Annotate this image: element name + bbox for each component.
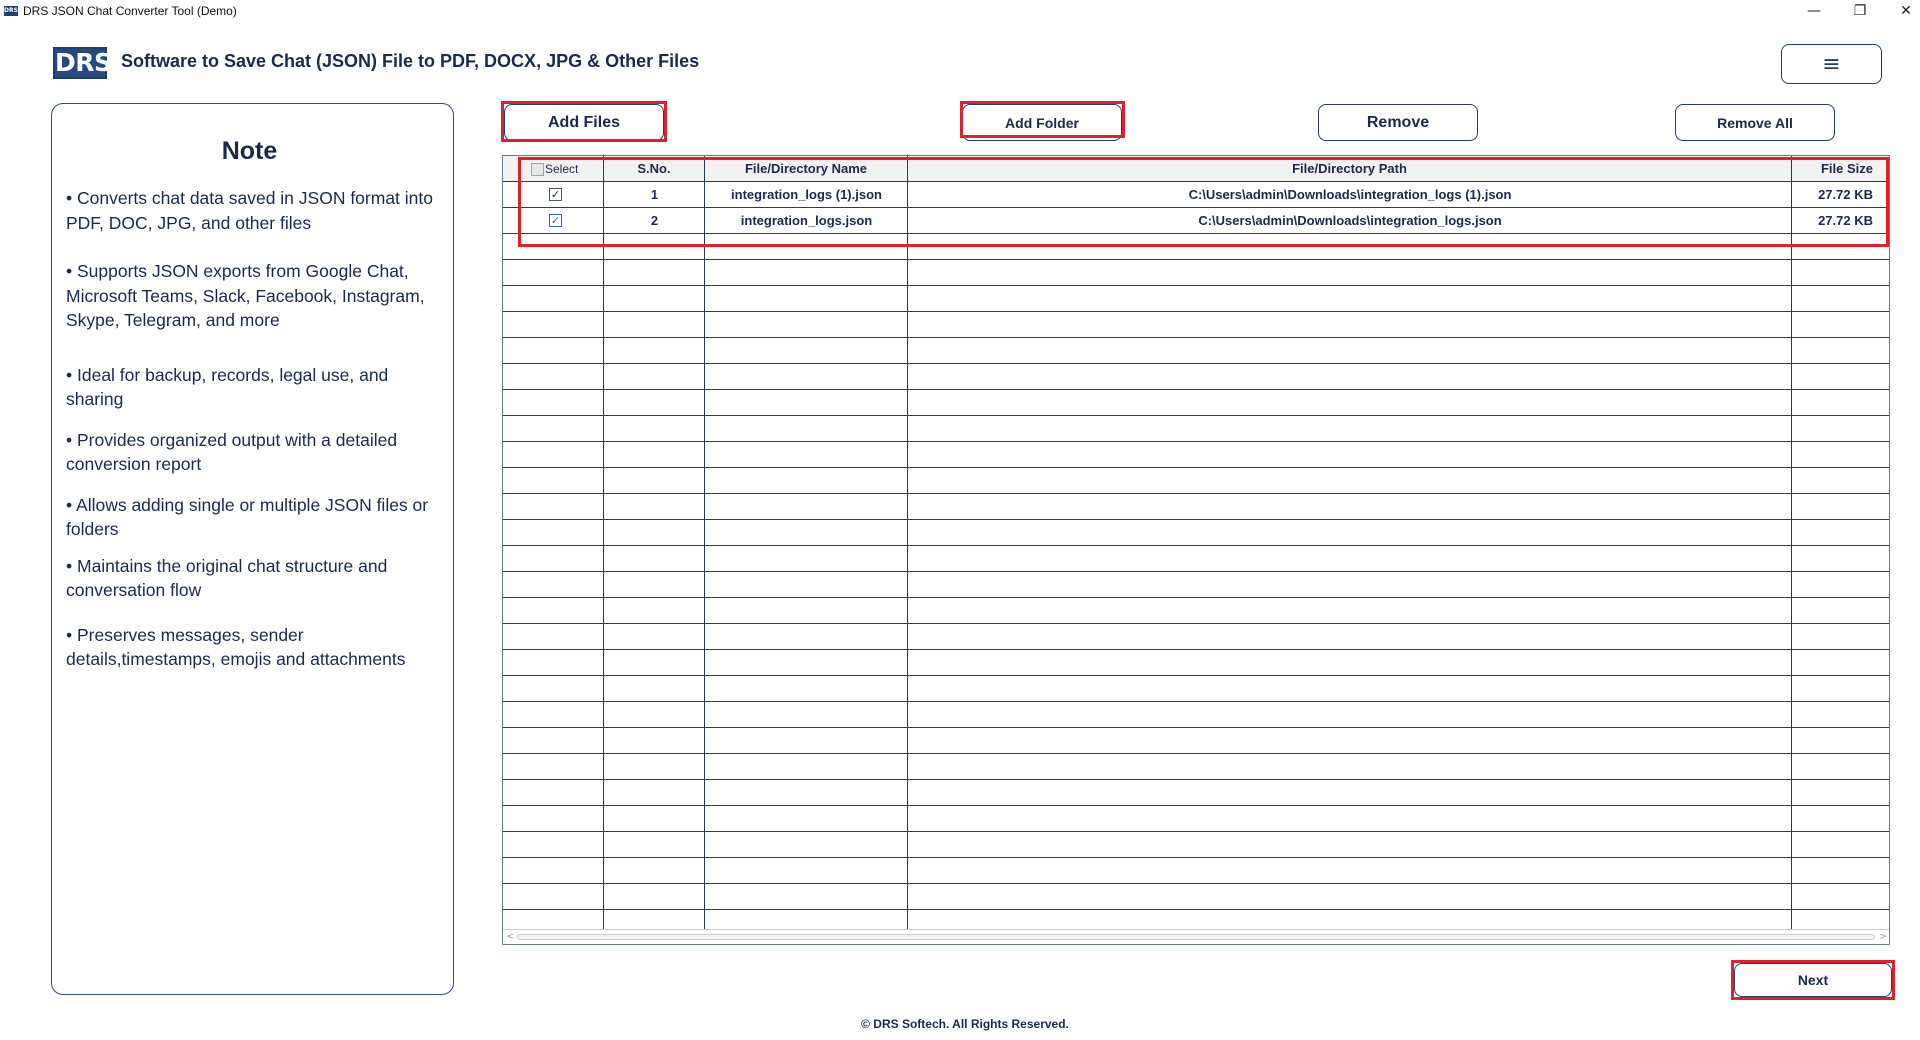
empty-row: [503, 416, 1890, 442]
note-item: • Maintains the original chat structure and conversation flow: [66, 555, 388, 600]
table-row[interactable]: [503, 182, 1890, 208]
title-bar: [0, 0, 1920, 22]
page-title: Software to Save Chat (JSON) File to PDF, DOCX, JPG & Other Files: [121, 51, 700, 71]
header-name: File/Directory Name: [705, 156, 908, 182]
empty-row: [503, 598, 1890, 624]
empty-row: [503, 338, 1890, 364]
column-divider: [907, 156, 908, 929]
row-name: integration_logs (1).json: [731, 187, 882, 202]
empty-row: [503, 650, 1890, 676]
row-checkbox[interactable]: ✓: [550, 214, 561, 227]
menu-button[interactable]: [1781, 44, 1882, 84]
empty-row: [503, 572, 1890, 598]
close-icon[interactable]: ✕: [1900, 3, 1912, 19]
empty-row: [503, 546, 1890, 572]
horizontal-scrollbar[interactable]: [503, 929, 1890, 944]
hamburger-menu-icon: ≡: [1822, 51, 1841, 77]
scroll-left-icon[interactable]: <: [506, 932, 514, 942]
empty-row: [503, 884, 1890, 910]
app-icon: DRS: [4, 7, 18, 14]
note-item: • Preserves messages, sender details,timestamps, emojis and attachments: [66, 624, 406, 669]
row-path: C:\Users\admin\Downloads\integration_logs.json: [1198, 213, 1502, 228]
empty-row: [503, 520, 1890, 546]
empty-row: [503, 260, 1890, 286]
footer-copyright: © DRS Softech. All Rights Reserved.: [861, 1017, 1069, 1031]
row-path: C:\Users\admin\Downloads\integration_logs (1).json: [1188, 187, 1512, 202]
note-item: • Converts chat data saved in JSON format into PDF, DOC, JPG, and other files: [66, 188, 433, 233]
empty-row: [503, 832, 1890, 858]
add-folder-button[interactable]: Add Folder: [962, 104, 1122, 141]
window-title: DRS JSON Chat Converter Tool (Demo): [23, 4, 237, 18]
select-all-checkbox[interactable]: [531, 163, 544, 176]
drs-logo: DRS: [55, 48, 112, 77]
column-divider: [603, 156, 604, 929]
column-divider: [704, 156, 705, 929]
table-row[interactable]: [503, 208, 1890, 234]
note-title: Note: [221, 137, 278, 165]
empty-row: [503, 624, 1890, 650]
table-header: [503, 156, 1890, 182]
row-size: 27.72 KB: [1818, 213, 1873, 228]
empty-row: [503, 286, 1890, 312]
row-sno: 2: [650, 213, 659, 228]
empty-row: [503, 234, 1890, 260]
next-button[interactable]: Next: [1734, 963, 1892, 997]
file-table: [502, 155, 1890, 945]
maximize-icon[interactable]: ❐: [1853, 3, 1867, 19]
empty-row: [503, 312, 1890, 338]
empty-row: [503, 494, 1890, 520]
header-sno: S.No.: [604, 156, 705, 182]
header-select-label: Select: [545, 162, 579, 176]
empty-row: [503, 806, 1890, 832]
header-select: [503, 156, 604, 182]
scroll-right-icon[interactable]: >: [1879, 932, 1887, 942]
empty-row: [503, 754, 1890, 780]
note-item: • Allows adding single or multiple JSON files or folders: [66, 494, 429, 539]
empty-row: [503, 702, 1890, 728]
header-size: File Size: [1820, 161, 1873, 176]
row-size: 27.72 KB: [1818, 187, 1873, 202]
column-divider: [1791, 156, 1792, 929]
empty-row: [503, 468, 1890, 494]
empty-row: [503, 858, 1890, 884]
row-checkbox[interactable]: ✓: [550, 188, 561, 201]
note-item: • Provides organized output with a detailed conversion report: [66, 429, 398, 474]
header-path: File/Directory Path: [908, 156, 1792, 182]
empty-row: [503, 676, 1890, 702]
empty-row: [503, 364, 1890, 390]
minimize-icon[interactable]: —: [1807, 3, 1821, 19]
note-item: • Supports JSON exports from Google Chat, Microsoft Teams, Slack, Facebook, Instagram, Skype, Telegram, and more: [66, 261, 425, 330]
note-item: • Ideal for backup, records, legal use, and sharing: [66, 364, 389, 409]
row-name: integration_logs.json: [740, 213, 873, 228]
remove-button[interactable]: Remove: [1318, 104, 1478, 141]
empty-row: [503, 728, 1890, 754]
note-panel: [51, 103, 454, 995]
row-sno: 1: [650, 187, 659, 202]
empty-row: [503, 442, 1890, 468]
remove-all-button[interactable]: Remove All: [1675, 104, 1835, 141]
add-files-button[interactable]: Add Files: [504, 104, 664, 141]
empty-row: [503, 390, 1890, 416]
scrollbar-track[interactable]: [517, 934, 1875, 940]
empty-row: [503, 780, 1890, 806]
